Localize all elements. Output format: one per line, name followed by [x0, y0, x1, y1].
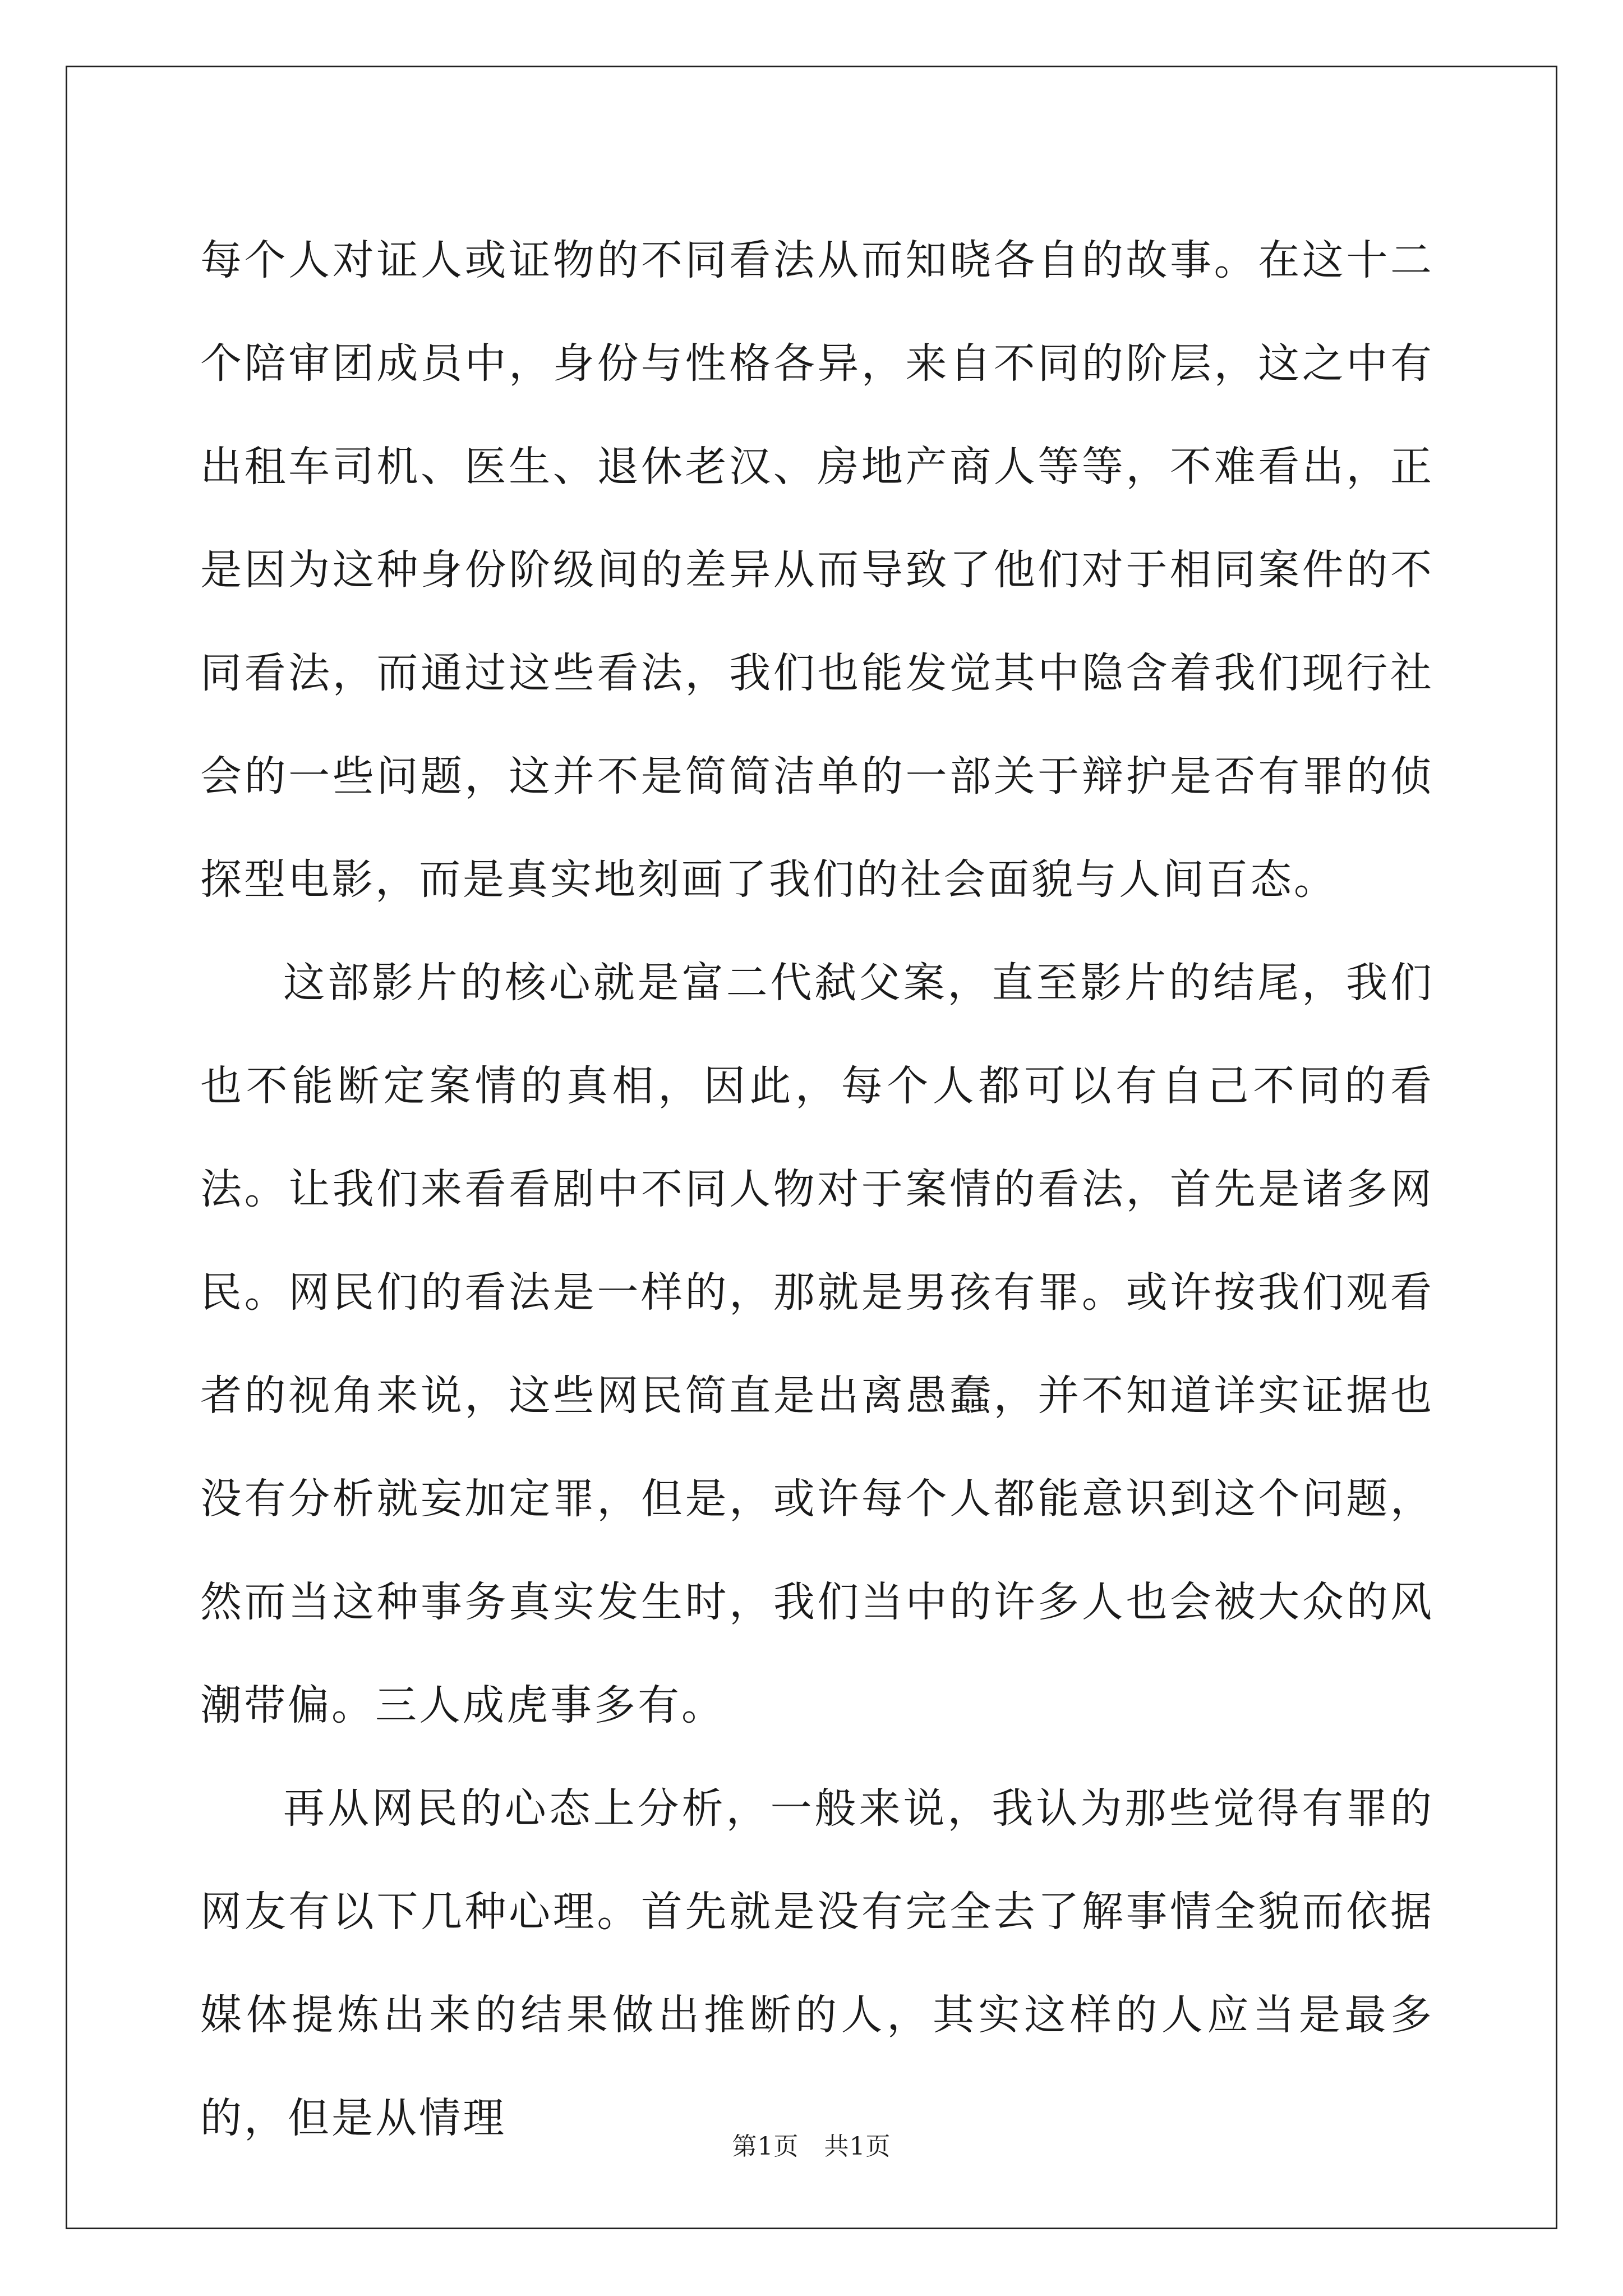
paragraph-2: 这部影片的核心就是富二代弑父案，直至影片的结尾，我们也不能断定案情的真相，因此，每个人都可以有自己不同的看法。让我们来看看剧中不同人物对于案情的看法，首先是诸多网民。网民们的看法是一样的，那就是男孩有罪。或许按我们观看者的视角来说，这些网民简直是出离愚蠢，并不知道详实证据也没有分析就妄加定罪，但是，或许每个人都能意识到这个问题，然而当这种事务真实发生时，我们当中的许多人也会被大众的风潮带偏。三人成虎事多有。: [200, 959, 1434, 1729]
page-number: 第1页: [732, 2132, 799, 2161]
document-body: [200, 209, 1434, 2170]
page-total: 共1页: [824, 2132, 891, 2161]
page-footer: [0, 2126, 1623, 2162]
paragraph-3: 再从网民的心态上分析，一般来说，我认为那些觉得有罪的网友有以下几种心理。首先就是没有完全去了解事情全貌而依据媒体提炼出来的结果做出推断的人，其实这样的人应当是最多的，但是从情理: [200, 1784, 1434, 2142]
paragraph-1: 每个人对证人或证物的不同看法从而知晓各自的故事。在这十二个陪审团成员中，身份与性格各异，来自不同的阶层，这之中有出租车司机、医生、退休老汉、房地产商人等等，不难看出，正是因为这种身份阶级间的差异从而导致了他们对于相同案件的不同看法，而通过这些看法，我们也能发觉其中隐含着我们现行社会的一些问题，这并不是简简洁单的一部关于辩护是否有罪的侦探型电影，而是真实地刻画了我们的社会面貌与人间百态。: [200, 236, 1434, 904]
